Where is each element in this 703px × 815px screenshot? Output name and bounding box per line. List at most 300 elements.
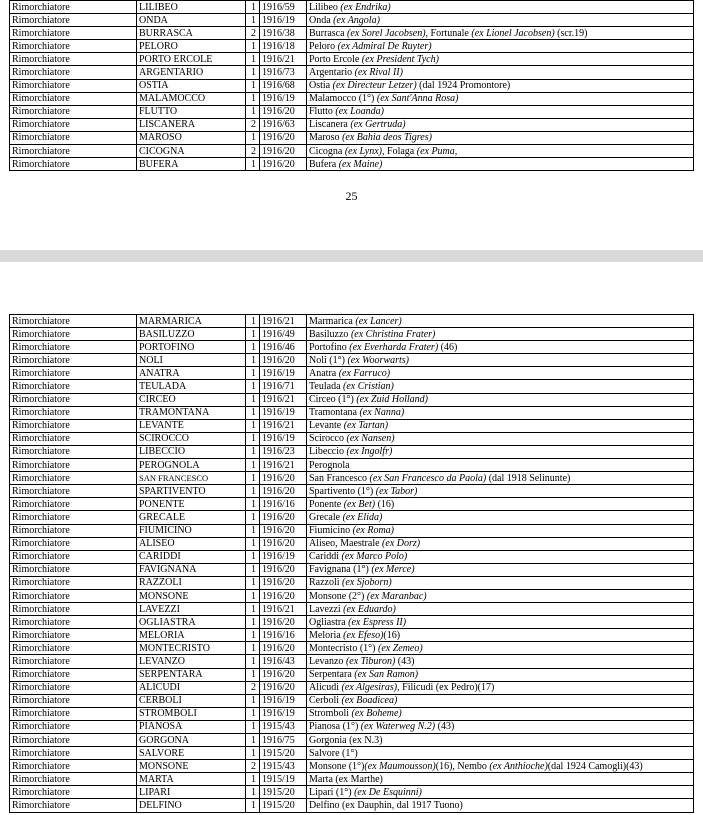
table-row xyxy=(10,328,694,341)
type-cell: Rimorchiatore xyxy=(10,498,137,511)
year-cell: 1916/20 xyxy=(260,145,307,158)
description-segment: (ex Lionel Jacobsen) xyxy=(471,27,555,39)
type-cell: Rimorchiatore xyxy=(10,589,137,602)
description-cell xyxy=(307,158,694,171)
type-cell: Rimorchiatore xyxy=(10,576,137,589)
year-cell: 1915/19 xyxy=(260,773,307,786)
description-segment: (ex Woorwarts) xyxy=(347,354,410,366)
quantity-cell: 1 xyxy=(246,589,260,602)
quantity-cell: 1 xyxy=(246,406,260,419)
quantity-cell: 1 xyxy=(246,773,260,786)
year-cell: 1916/20 xyxy=(260,616,307,629)
type-cell: Rimorchiatore xyxy=(10,511,137,524)
table-row xyxy=(10,707,694,720)
description-segment: (ex Espress II) xyxy=(348,616,407,628)
year-cell: 1916/43 xyxy=(260,655,307,668)
table-row xyxy=(10,354,694,367)
description-segment: (ex Admiral De Ruyter) xyxy=(337,40,432,52)
year-cell: 1916/19 xyxy=(260,694,307,707)
name-cell: MARTA xyxy=(137,773,246,786)
quantity-cell: 1 xyxy=(246,40,260,53)
quantity-cell: 1 xyxy=(246,393,260,406)
description-cell xyxy=(307,603,694,616)
description-segment: Grecale xyxy=(309,511,343,523)
type-cell: Rimorchiatore xyxy=(10,14,137,27)
year-cell: 1916/21 xyxy=(260,459,307,472)
type-cell: Rimorchiatore xyxy=(10,27,137,40)
document-page-top xyxy=(0,0,703,250)
table-row xyxy=(10,158,694,171)
description-cell xyxy=(307,432,694,445)
year-cell: 1916/19 xyxy=(260,707,307,720)
quantity-cell: 1 xyxy=(246,459,260,472)
type-cell: Rimorchiatore xyxy=(10,118,137,131)
quantity-cell: 1 xyxy=(246,734,260,747)
description-cell xyxy=(307,66,694,79)
description-cell xyxy=(307,118,694,131)
name-cell: MONSONE xyxy=(137,589,246,602)
type-cell: Rimorchiatore xyxy=(10,341,137,354)
description-segment: Salvore (1°) xyxy=(309,747,358,759)
description-cell xyxy=(307,773,694,786)
type-cell: Rimorchiatore xyxy=(10,734,137,747)
type-cell: Rimorchiatore xyxy=(10,550,137,563)
year-cell: 1915/20 xyxy=(260,747,307,760)
year-cell: 1916/20 xyxy=(260,563,307,576)
name-cell: GRECALE xyxy=(137,511,246,524)
description-segment: (ex Boadicea) xyxy=(341,695,398,707)
quantity-cell: 1 xyxy=(246,629,260,642)
name-cell: SPARTIVENTO xyxy=(137,485,246,498)
name-cell: MONTECRISTO xyxy=(137,642,246,655)
description-segment: (ex Directeur Letzer) xyxy=(332,80,417,92)
table-row xyxy=(10,524,694,537)
year-cell: 1915/43 xyxy=(260,760,307,773)
description-cell xyxy=(307,92,694,105)
quantity-cell: 1 xyxy=(246,550,260,563)
description-cell xyxy=(307,341,694,354)
description-segment: (ex Angola) xyxy=(333,14,380,26)
year-cell: 1916/21 xyxy=(260,393,307,406)
type-cell: Rimorchiatore xyxy=(10,158,137,171)
table-row xyxy=(10,734,694,747)
quantity-cell: 1 xyxy=(246,524,260,537)
name-cell: BASILUZZO xyxy=(137,328,246,341)
description-segment: (ex Eduardo) xyxy=(343,603,396,615)
type-cell: Rimorchiatore xyxy=(10,747,137,760)
quantity-cell: 1 xyxy=(246,498,260,511)
document-page-bottom xyxy=(0,262,703,815)
description-segment: (ex Tiburon) xyxy=(345,655,396,667)
description-cell xyxy=(307,315,694,328)
description-segment: (ex Christina Frater) xyxy=(350,328,436,340)
name-cell: TRAMONTANA xyxy=(137,406,246,419)
table-row xyxy=(10,694,694,707)
description-cell xyxy=(307,655,694,668)
table-row xyxy=(10,747,694,760)
description-segment: Scirocco xyxy=(309,433,347,445)
year-cell: 1916/59 xyxy=(260,1,307,14)
name-cell: MALAMOCCO xyxy=(137,92,246,105)
table-row xyxy=(10,40,694,53)
quantity-cell: 2 xyxy=(246,760,260,773)
type-cell: Rimorchiatore xyxy=(10,799,137,812)
table-row xyxy=(10,1,694,14)
description-cell xyxy=(307,354,694,367)
name-cell: PELORO xyxy=(137,40,246,53)
description-segment: (ex Rival II) xyxy=(354,67,403,79)
year-cell: 1916/20 xyxy=(260,131,307,144)
description-segment: (ex Efeso) xyxy=(343,629,384,641)
description-cell xyxy=(307,105,694,118)
type-cell: Rimorchiatore xyxy=(10,406,137,419)
year-cell: 1916/16 xyxy=(260,498,307,511)
table-body xyxy=(10,1,694,171)
description-segment: Flutto xyxy=(309,106,336,118)
type-cell: Rimorchiatore xyxy=(10,642,137,655)
name-cell: BURRASCA xyxy=(137,27,246,40)
description-cell xyxy=(307,681,694,694)
description-cell xyxy=(307,498,694,511)
description-segment: Tramontana xyxy=(309,407,360,419)
description-segment: , Folaga xyxy=(382,145,417,157)
description-segment: San Francesco xyxy=(309,472,370,484)
year-cell: 1916/20 xyxy=(260,511,307,524)
quantity-cell: 1 xyxy=(246,354,260,367)
description-cell xyxy=(307,786,694,799)
type-cell: Rimorchiatore xyxy=(10,707,137,720)
quantity-cell: 1 xyxy=(246,720,260,733)
table-row xyxy=(10,472,694,485)
table-row xyxy=(10,589,694,602)
table-row xyxy=(10,53,694,66)
page-number: 25 xyxy=(345,189,358,203)
name-cell: LAVEZZI xyxy=(137,603,246,616)
description-segment: (ex De Esquinni) xyxy=(354,786,422,798)
description-segment: Marmarica xyxy=(309,315,356,327)
name-cell: CERBOLI xyxy=(137,694,246,707)
name-cell: ANATRA xyxy=(137,367,246,380)
name-cell: MELORIA xyxy=(137,629,246,642)
table-row xyxy=(10,563,694,576)
name-cell: PONENTE xyxy=(137,498,246,511)
description-segment: (ex Nanna) xyxy=(359,407,405,419)
description-segment: Argentario xyxy=(309,67,355,79)
description-segment: Burrasca xyxy=(309,27,348,39)
description-cell xyxy=(307,419,694,432)
name-cell: BUFERA xyxy=(137,158,246,171)
description-segment: Perognola xyxy=(309,459,350,471)
name-cell: LEVANTE xyxy=(137,419,246,432)
description-segment: (ex Sant'Anna Rosa) xyxy=(376,93,459,105)
description-segment: Meloria xyxy=(309,629,344,641)
description-segment: Cerboli xyxy=(309,695,342,707)
description-segment: (16), Nembo xyxy=(435,760,490,772)
description-segment: Razzoli xyxy=(309,577,343,589)
description-segment: (ex Ingolfr) xyxy=(346,446,393,458)
quantity-cell: 1 xyxy=(246,432,260,445)
quantity-cell: 1 xyxy=(246,131,260,144)
description-segment: Aliseo, Maestrale xyxy=(309,538,383,550)
description-segment: (ex Elida) xyxy=(342,511,383,523)
description-segment: (ex Zemeo) xyxy=(377,642,423,654)
quantity-cell: 1 xyxy=(246,14,260,27)
description-segment: Ostia xyxy=(309,80,333,92)
description-segment: (ex President Tych) xyxy=(361,53,439,65)
name-cell: STROMBOLI xyxy=(137,707,246,720)
name-cell: NOLI xyxy=(137,354,246,367)
description-cell xyxy=(307,393,694,406)
description-segment: Montecristo (1°) xyxy=(309,642,378,654)
table-row xyxy=(10,576,694,589)
description-segment: Portofino xyxy=(309,341,350,353)
quantity-cell: 1 xyxy=(246,341,260,354)
type-cell: Rimorchiatore xyxy=(10,53,137,66)
year-cell: 1915/43 xyxy=(260,720,307,733)
description-segment: Bufera xyxy=(309,158,339,170)
name-cell: PORTOFINO xyxy=(137,341,246,354)
quantity-cell: 1 xyxy=(246,485,260,498)
year-cell: 1916/20 xyxy=(260,537,307,550)
description-segment: Stromboli xyxy=(309,708,352,720)
year-cell: 1916/63 xyxy=(260,118,307,131)
year-cell: 1916/20 xyxy=(260,524,307,537)
quantity-cell: 1 xyxy=(246,472,260,485)
description-segment: (ex Puma, xyxy=(416,145,458,157)
description-segment: Anatra xyxy=(309,367,339,379)
type-cell: Rimorchiatore xyxy=(10,760,137,773)
description-segment: (16) xyxy=(383,629,401,641)
name-cell: OSTIA xyxy=(137,79,246,92)
type-cell: Rimorchiatore xyxy=(10,328,137,341)
year-cell: 1916/19 xyxy=(260,432,307,445)
year-cell: 1916/23 xyxy=(260,445,307,458)
table-row xyxy=(10,786,694,799)
year-cell: 1916/20 xyxy=(260,105,307,118)
table-row xyxy=(10,498,694,511)
description-segment: Noli (1°) xyxy=(309,354,348,366)
type-cell: Rimorchiatore xyxy=(10,40,137,53)
description-segment: (ex Lancer) xyxy=(355,315,402,327)
description-cell xyxy=(307,511,694,524)
description-cell xyxy=(307,642,694,655)
quantity-cell: 2 xyxy=(246,27,260,40)
description-cell xyxy=(307,79,694,92)
description-cell xyxy=(307,328,694,341)
year-cell: 1916/19 xyxy=(260,92,307,105)
table-row xyxy=(10,760,694,773)
table-row xyxy=(10,537,694,550)
description-segment: (ex Bet) xyxy=(343,498,376,510)
name-cell: LIPARI xyxy=(137,786,246,799)
description-segment: Favignana (1°) xyxy=(309,564,372,576)
description-cell xyxy=(307,53,694,66)
year-cell: 1916/71 xyxy=(260,380,307,393)
type-cell: Rimorchiatore xyxy=(10,445,137,458)
description-segment: (ex Maine) xyxy=(338,158,383,170)
description-segment: Lipari (1°) xyxy=(309,786,355,798)
name-cell: MAROSO xyxy=(137,131,246,144)
description-segment: (ex Maranbac) xyxy=(366,590,427,602)
quantity-cell: 1 xyxy=(246,707,260,720)
quantity-cell: 1 xyxy=(246,92,260,105)
type-cell: Rimorchiatore xyxy=(10,367,137,380)
type-cell: Rimorchiatore xyxy=(10,681,137,694)
description-cell xyxy=(307,616,694,629)
description-segment: Basiluzzo xyxy=(309,328,351,340)
type-cell: Rimorchiatore xyxy=(10,655,137,668)
description-cell xyxy=(307,629,694,642)
table-row xyxy=(10,616,694,629)
name-cell: MARMARICA xyxy=(137,315,246,328)
year-cell: 1916/20 xyxy=(260,576,307,589)
name-cell: PIANOSA xyxy=(137,720,246,733)
type-cell: Rimorchiatore xyxy=(10,720,137,733)
name-cell: TEULADA xyxy=(137,380,246,393)
name-cell: LIBECCIO xyxy=(137,445,246,458)
description-segment: Monsone (1°) xyxy=(309,760,365,772)
quantity-cell: 1 xyxy=(246,694,260,707)
description-segment: Ponente xyxy=(309,498,344,510)
table-row xyxy=(10,419,694,432)
description-cell xyxy=(307,707,694,720)
quantity-cell: 1 xyxy=(246,511,260,524)
name-cell: ONDA xyxy=(137,14,246,27)
type-cell: Rimorchiatore xyxy=(10,1,137,14)
type-cell: Rimorchiatore xyxy=(10,354,137,367)
name-cell: ARGENTARIO xyxy=(137,66,246,79)
description-segment: Circeo (1°) xyxy=(309,394,357,406)
description-segment: (ex Boheme) xyxy=(351,708,402,720)
type-cell: Rimorchiatore xyxy=(10,79,137,92)
name-cell: PORTO ERCOLE xyxy=(137,53,246,66)
type-cell: Rimorchiatore xyxy=(10,668,137,681)
description-cell xyxy=(307,14,694,27)
name-cell: RAZZOLI xyxy=(137,576,246,589)
table-row xyxy=(10,445,694,458)
description-segment: (ex Loanda) xyxy=(335,106,385,118)
table-body xyxy=(10,315,694,813)
description-segment: (ex Tabor) xyxy=(375,485,418,497)
table-row xyxy=(10,550,694,563)
name-cell: ALICUDI xyxy=(137,681,246,694)
description-cell xyxy=(307,576,694,589)
quantity-cell: 1 xyxy=(246,380,260,393)
name-cell: MONSONE xyxy=(137,760,246,773)
quantity-cell: 1 xyxy=(246,419,260,432)
description-segment: (ex Zuid Holland) xyxy=(356,394,428,406)
table-row xyxy=(10,485,694,498)
description-segment: Levante xyxy=(309,420,344,432)
description-cell xyxy=(307,668,694,681)
name-cell: SCIROCCO xyxy=(137,432,246,445)
type-cell: Rimorchiatore xyxy=(10,472,137,485)
year-cell: 1916/18 xyxy=(260,40,307,53)
year-cell: 1916/16 xyxy=(260,629,307,642)
description-cell xyxy=(307,406,694,419)
description-cell xyxy=(307,760,694,773)
description-segment: Levanzo xyxy=(309,655,346,667)
quantity-cell: 1 xyxy=(246,105,260,118)
description-segment: Ogliastra xyxy=(309,616,349,628)
description-cell xyxy=(307,145,694,158)
description-cell xyxy=(307,131,694,144)
quantity-cell: 1 xyxy=(246,576,260,589)
year-cell: 1916/75 xyxy=(260,734,307,747)
quantity-cell: 1 xyxy=(246,328,260,341)
description-segment: (ex Nansen) xyxy=(346,433,395,445)
description-segment: (ex Merce) xyxy=(371,564,415,576)
name-cell: ALISEO xyxy=(137,537,246,550)
description-segment: (ex Marco Polo) xyxy=(341,551,408,563)
type-cell: Rimorchiatore xyxy=(10,537,137,550)
description-segment: (ex San Ramon) xyxy=(354,669,419,681)
table-row xyxy=(10,642,694,655)
table-row xyxy=(10,341,694,354)
description-segment: (scr.19) xyxy=(554,27,588,39)
quantity-cell: 1 xyxy=(246,603,260,616)
description-segment: Alicudi xyxy=(309,682,342,694)
quantity-cell: 1 xyxy=(246,367,260,380)
description-segment: Cariddi xyxy=(309,551,342,563)
description-segment: Libeccio xyxy=(309,446,347,458)
description-cell xyxy=(307,550,694,563)
quantity-cell: 1 xyxy=(246,747,260,760)
type-cell: Rimorchiatore xyxy=(10,694,137,707)
table-row xyxy=(10,432,694,445)
year-cell: 1916/20 xyxy=(260,354,307,367)
quantity-cell: 1 xyxy=(246,315,260,328)
description-segment: (ex Sorel Jacobsen) xyxy=(347,27,426,39)
description-segment: Pianosa (1°) xyxy=(309,721,361,733)
type-cell: Rimorchiatore xyxy=(10,603,137,616)
type-cell: Rimorchiatore xyxy=(10,315,137,328)
quantity-cell: 1 xyxy=(246,642,260,655)
description-segment: (ex Farruco) xyxy=(338,367,391,379)
description-segment: (ex Cristian) xyxy=(343,381,394,393)
year-cell: 1916/21 xyxy=(260,53,307,66)
type-cell: Rimorchiatore xyxy=(10,380,137,393)
name-cell: CICOGNA xyxy=(137,145,246,158)
type-cell: Rimorchiatore xyxy=(10,131,137,144)
description-segment: Lavezzi xyxy=(309,603,344,615)
description-cell xyxy=(307,485,694,498)
year-cell: 1916/19 xyxy=(260,406,307,419)
type-cell: Rimorchiatore xyxy=(10,393,137,406)
description-segment: Onda xyxy=(309,14,334,26)
description-cell xyxy=(307,459,694,472)
quantity-cell: 2 xyxy=(246,118,260,131)
description-cell xyxy=(307,537,694,550)
year-cell: 1915/20 xyxy=(260,799,307,812)
type-cell: Rimorchiatore xyxy=(10,616,137,629)
table-row xyxy=(10,406,694,419)
name-cell: CIRCEO xyxy=(137,393,246,406)
description-segment: Fiumicino xyxy=(309,525,353,537)
name-cell: SALVORE xyxy=(137,747,246,760)
page-separator xyxy=(0,250,703,262)
type-cell: Rimorchiatore xyxy=(10,459,137,472)
description-cell xyxy=(307,27,694,40)
name-cell: FLUTTO xyxy=(137,105,246,118)
table-row xyxy=(10,511,694,524)
description-cell xyxy=(307,367,694,380)
table-row xyxy=(10,459,694,472)
table-row xyxy=(10,14,694,27)
description-segment: (ex Roma) xyxy=(352,525,394,537)
description-segment: (ex Dorz) xyxy=(382,538,421,550)
description-cell xyxy=(307,472,694,485)
